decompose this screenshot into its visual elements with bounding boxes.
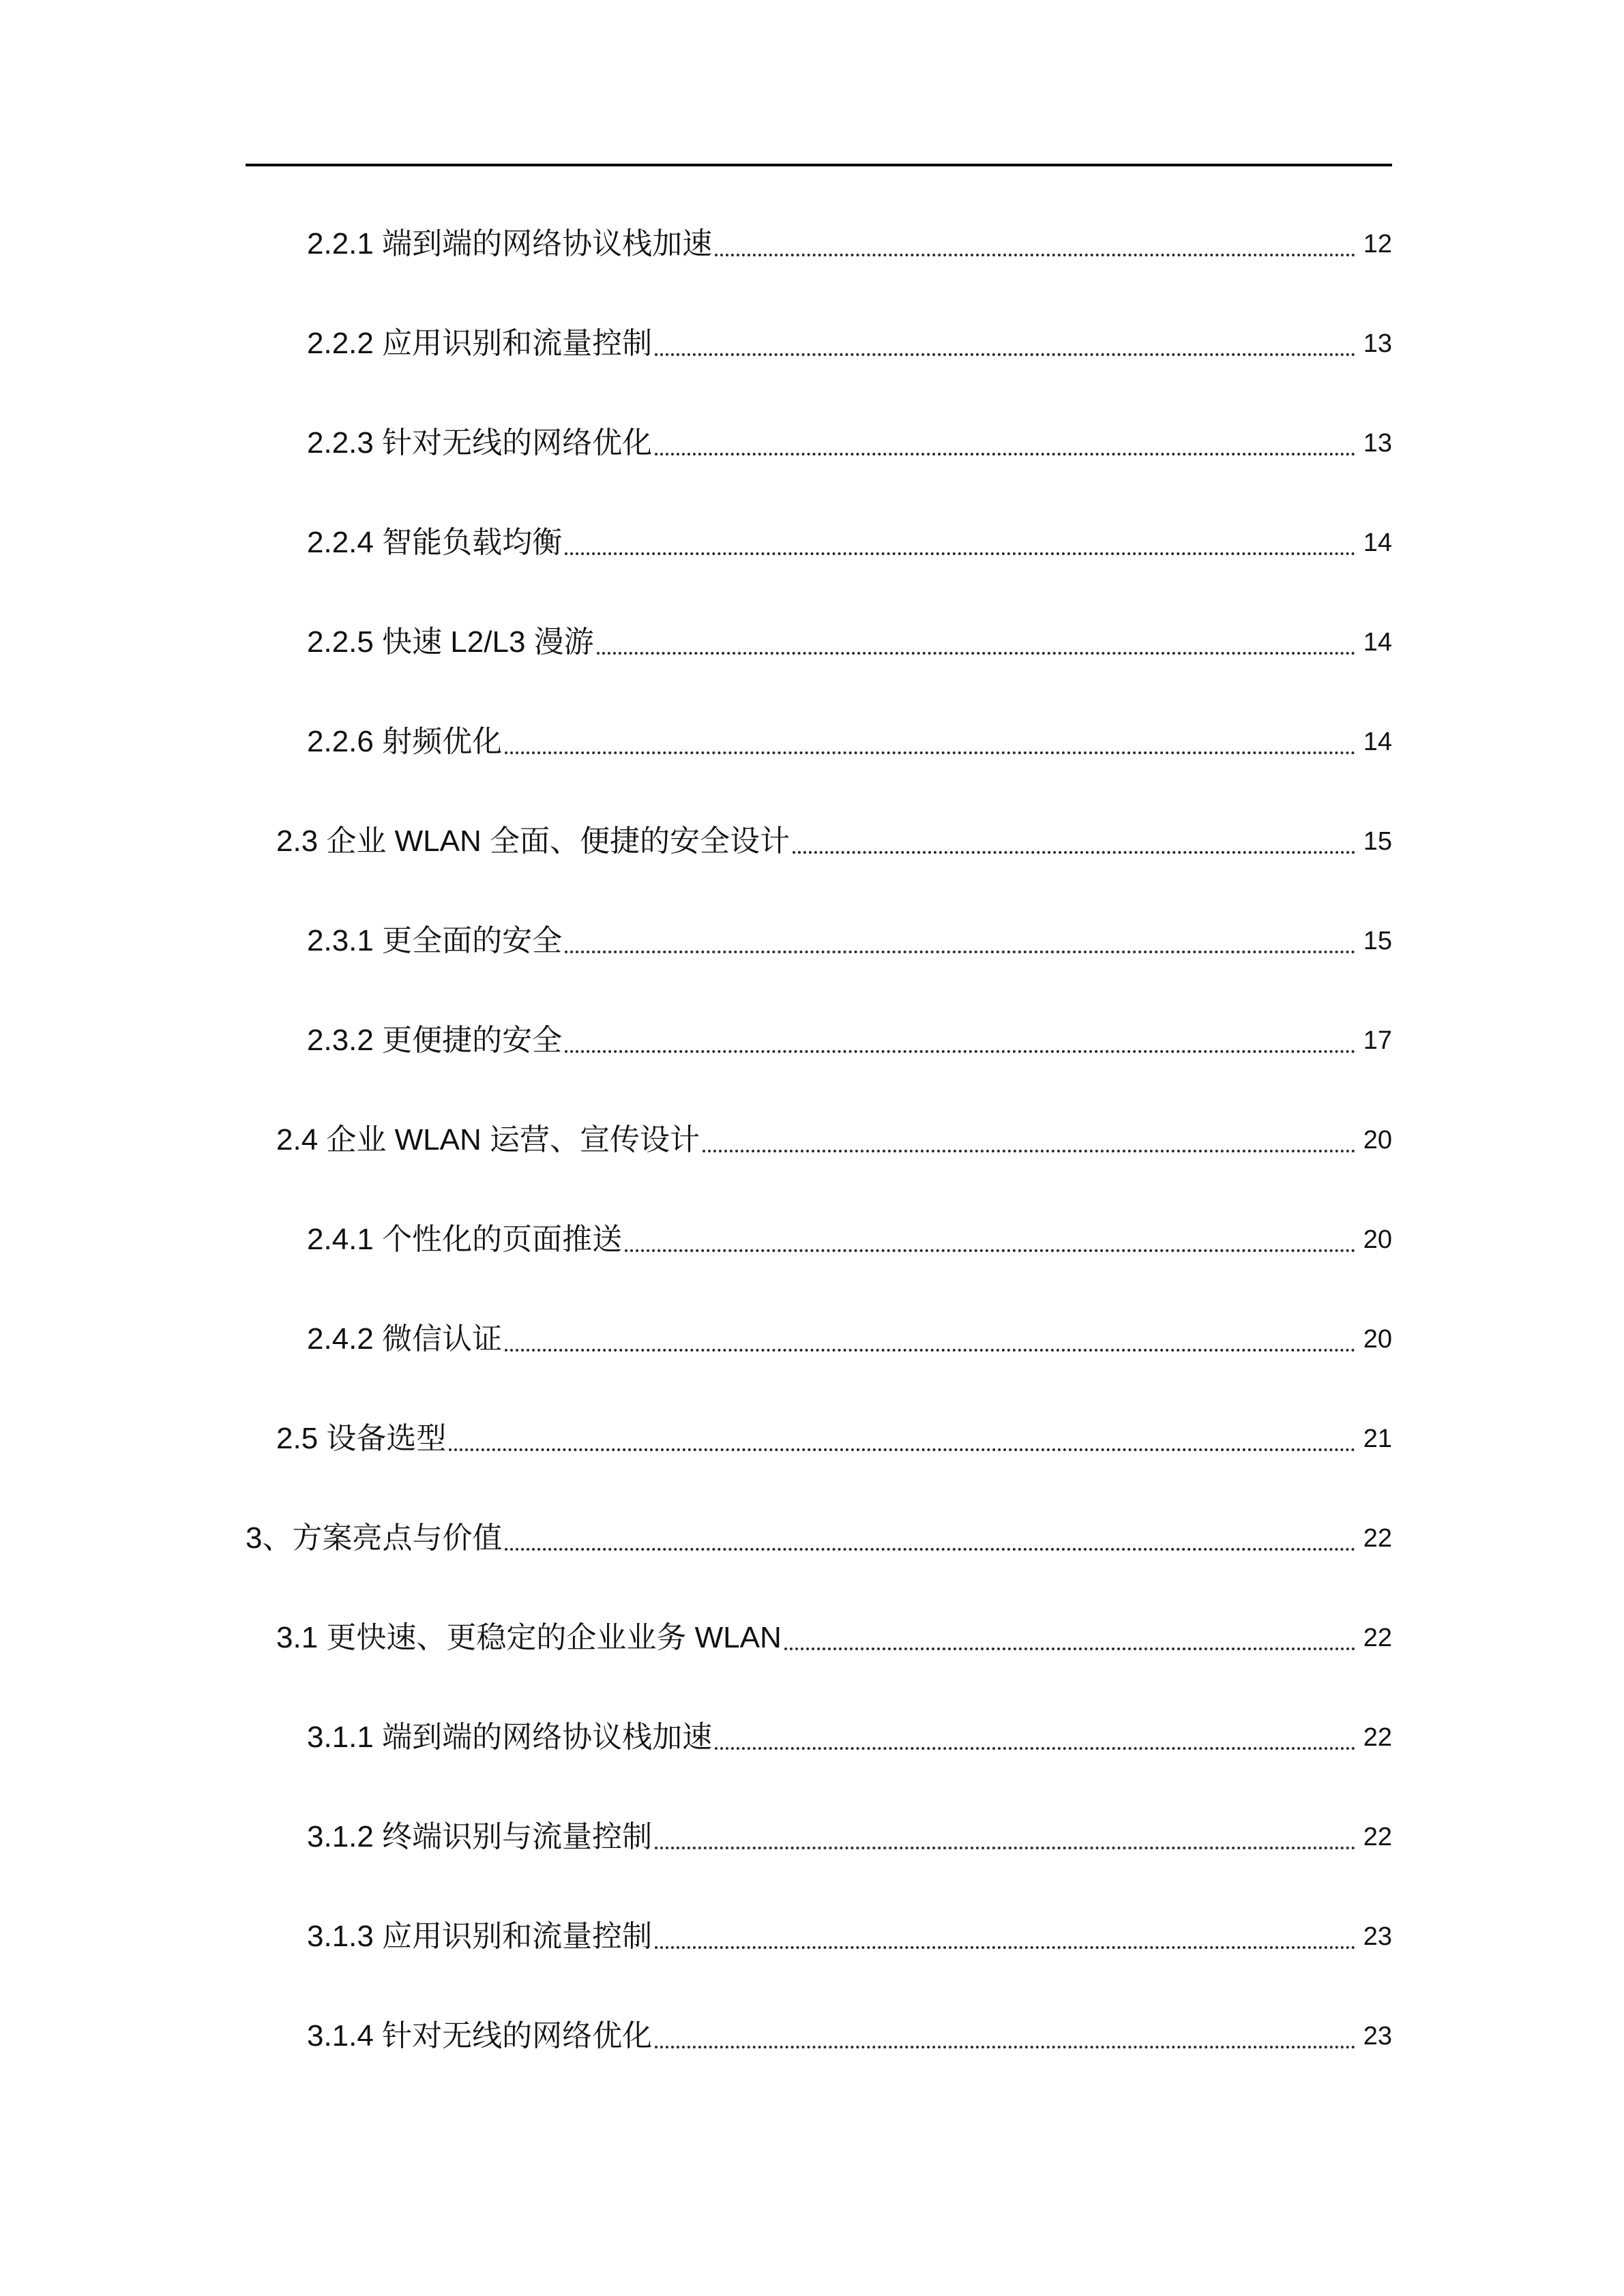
toc-page-number: 22 (1363, 1524, 1392, 1553)
toc-entry-label: 2.4 企业 WLAN 运营、宣传设计 (276, 1123, 700, 1157)
toc-page-number: 21 (1363, 1425, 1392, 1453)
toc-dot-leader (655, 1946, 1355, 1949)
toc-page-number: 13 (1363, 329, 1392, 358)
toc-dot-leader (655, 453, 1355, 456)
toc-entry[interactable] (307, 514, 1392, 563)
toc-page-number: 22 (1363, 1624, 1392, 1652)
toc-entry[interactable] (276, 1112, 1392, 1161)
toc-dot-leader (565, 951, 1355, 953)
toc-entry[interactable] (307, 215, 1392, 265)
toc-entry[interactable] (276, 1410, 1392, 1459)
toc-entry-label: 3.1.2 终端识别与流量控制 (307, 1820, 653, 1853)
toc-dot-leader (565, 552, 1355, 555)
toc-dot-leader (505, 751, 1355, 754)
toc-dot-leader (565, 1050, 1355, 1053)
toc-entry-label: 2.2.2 应用识别和流量控制 (307, 327, 653, 360)
toc-entry-label: 3.1.1 端到端的网络协议栈加速 (307, 1720, 713, 1754)
toc-dot-leader (703, 1150, 1355, 1152)
toc-dot-leader (449, 1448, 1355, 1451)
toc-entry[interactable] (307, 315, 1392, 364)
toc-page-number: 15 (1363, 827, 1392, 856)
toc-entry-label: 2.2.6 射频优化 (307, 725, 503, 758)
toc-entry-label: 2.5 设备选型 (276, 1422, 447, 1455)
toc-entry-label: 3、方案亮点与价值 (246, 1521, 503, 1555)
toc-page-number: 23 (1363, 2022, 1392, 2051)
toc-entry[interactable] (246, 1510, 1392, 1559)
toc-dot-leader (505, 1349, 1355, 1352)
toc-entry-label: 2.3 企业 WLAN 全面、便捷的安全设计 (276, 824, 790, 858)
toc-entry[interactable] (276, 1609, 1392, 1658)
toc-entry[interactable] (307, 1908, 1392, 1957)
toc-entry-label: 2.3.2 更便捷的安全 (307, 1024, 563, 1057)
toc-page-number: 14 (1363, 528, 1392, 557)
toc-page-number: 13 (1363, 429, 1392, 458)
toc-dot-leader (597, 652, 1355, 655)
toc-page-number: 14 (1363, 628, 1392, 657)
toc-entry-label: 3.1 更快速、更稳定的企业业务 WLAN (276, 1621, 782, 1654)
toc-entry-label: 2.4.2 微信认证 (307, 1322, 503, 1356)
toc-page-number: 22 (1363, 1723, 1392, 1752)
toc-entry-label: 2.2.4 智能负载均衡 (307, 526, 563, 559)
toc-entry[interactable] (276, 813, 1392, 862)
toc-dot-leader (655, 1847, 1355, 1849)
toc-entry[interactable] (307, 1709, 1392, 1758)
toc-dot-leader (655, 353, 1355, 356)
toc-page-number: 17 (1363, 1026, 1392, 1055)
toc-entry[interactable] (307, 1012, 1392, 1061)
toc-entry[interactable] (307, 415, 1392, 464)
toc-entry-label: 3.1.3 应用识别和流量控制 (307, 1920, 653, 1953)
toc-dot-leader (505, 1548, 1355, 1551)
toc-entry-label: 3.1.4 针对无线的网络优化 (307, 2019, 653, 2053)
toc-entry[interactable] (307, 614, 1392, 663)
toc-entry-label: 2.2.1 端到端的网络协议栈加速 (307, 227, 713, 260)
toc-dot-leader (715, 1747, 1355, 1750)
toc-entry[interactable] (307, 912, 1392, 961)
toc-page-number: 15 (1363, 927, 1392, 955)
toc-page-number: 14 (1363, 728, 1392, 756)
toc-dot-leader (625, 1249, 1355, 1252)
toc-dot-leader (715, 254, 1355, 256)
toc-page-number: 20 (1363, 1325, 1392, 1354)
toc-dot-leader (784, 1648, 1355, 1650)
toc-entry-label: 2.3.1 更全面的安全 (307, 924, 563, 957)
toc-entry[interactable] (307, 2008, 1392, 2057)
toc-page-number: 12 (1363, 230, 1392, 258)
toc-entry[interactable] (307, 1211, 1392, 1260)
toc-entry[interactable] (307, 1311, 1392, 1360)
toc-page-number: 20 (1363, 1126, 1392, 1154)
toc-entry-label: 2.4.1 个性化的页面推送 (307, 1223, 623, 1256)
toc-page-number: 22 (1363, 1823, 1392, 1851)
toc-entry-label: 2.2.3 针对无线的网络优化 (307, 426, 653, 460)
toc-entry[interactable] (307, 713, 1392, 762)
toc-entry-label: 2.2.5 快速 L2/L3 漫游 (307, 625, 594, 659)
toc-dot-leader (793, 851, 1355, 854)
toc-dot-leader (655, 2046, 1355, 2048)
toc-page-number: 23 (1363, 1922, 1392, 1951)
toc-page-number: 20 (1363, 1225, 1392, 1254)
toc-entry[interactable] (307, 1808, 1392, 1858)
